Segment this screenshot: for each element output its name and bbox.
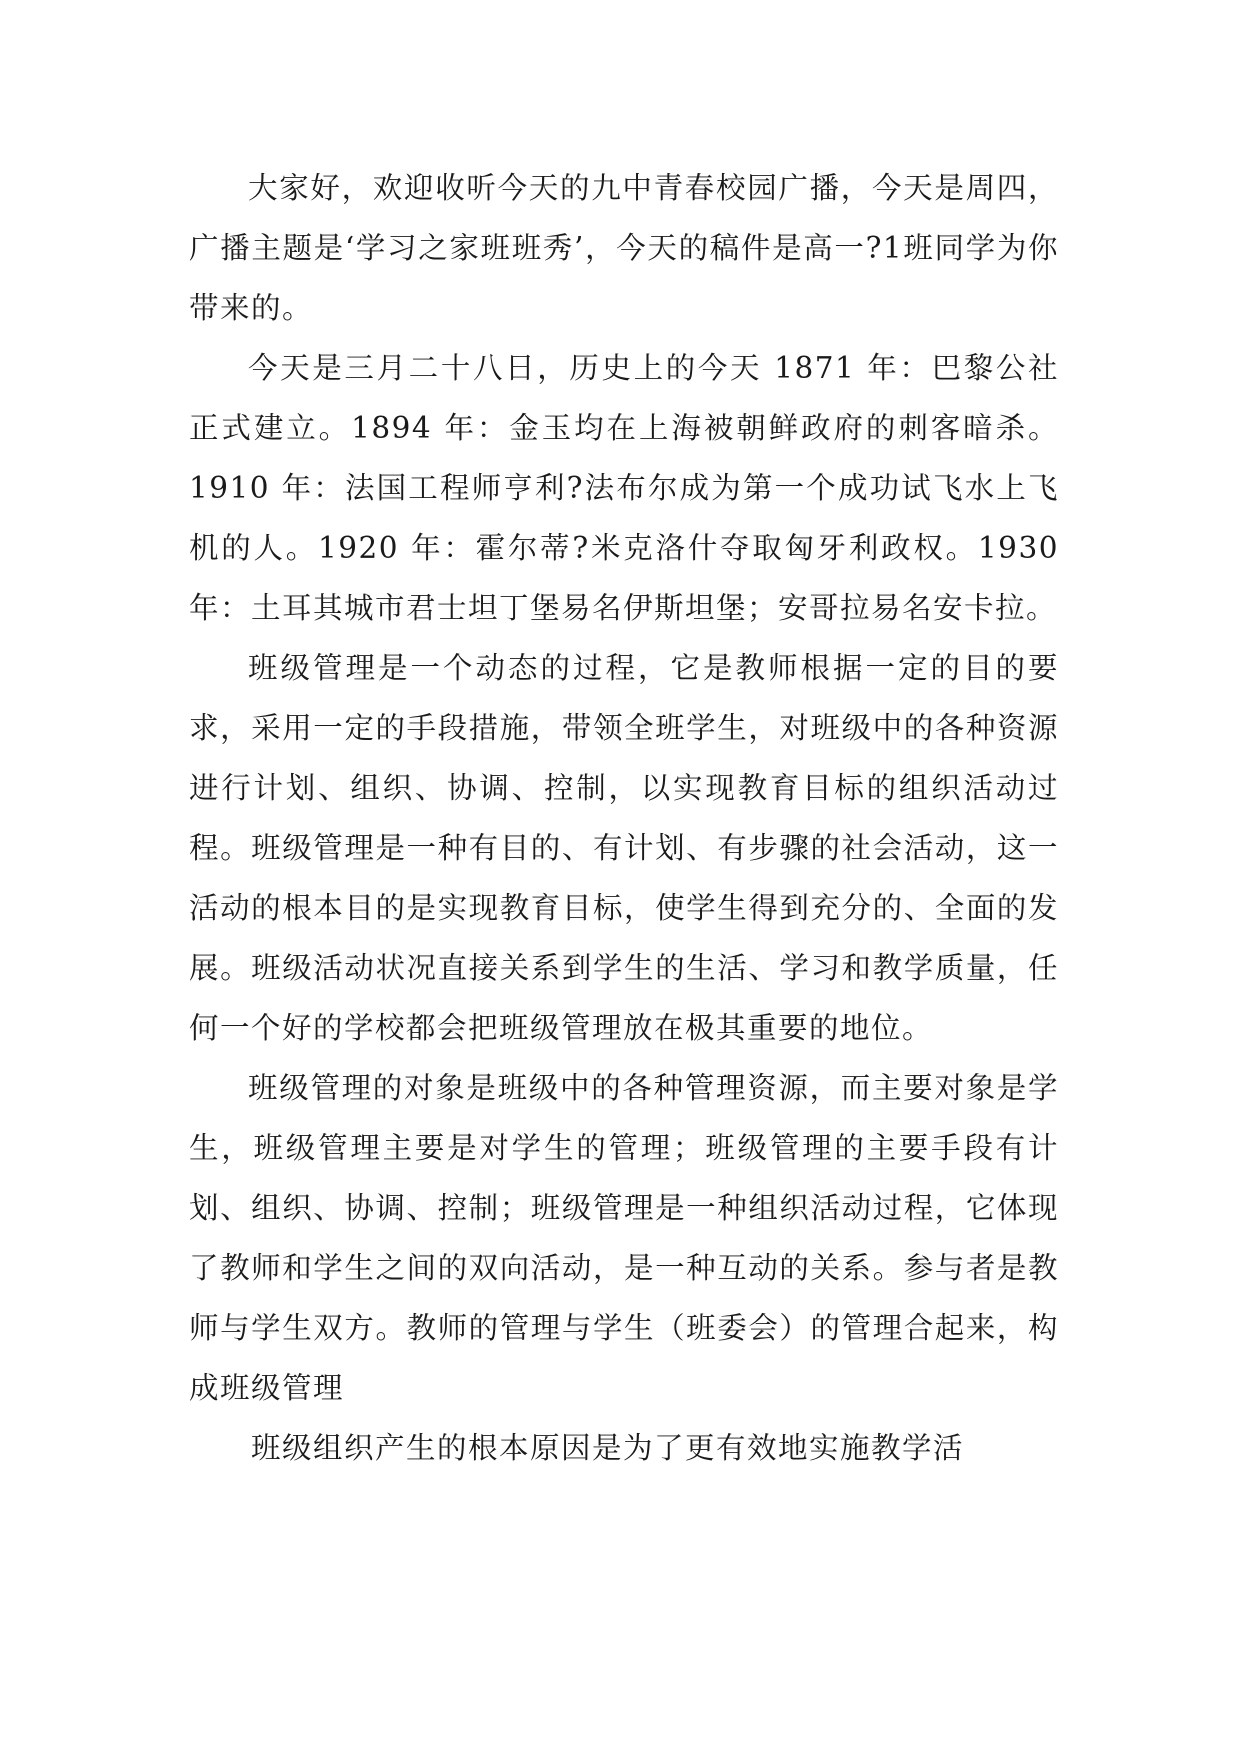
paragraph-class-management: 班级管理是一个动态的过程，它是教师根据一定的目的要求，采用一定的手段措施，带领全班学生，对班级中的各种资源进行计划、组织、协调、控制，以实现教育目标的组织活动过程。班级管理是一种有目的、有计划、有步骤的社会活动，这一活动的根本目的是实现教育目标，使学生得到充分的、全面的发展。班级活动状况直接关系到学生的生活、学习和教学质量，任何一个好的学校都会把班级管理放在极其重要的地位。 <box>189 651 1059 1045</box>
document-body <box>189 158 1059 1478</box>
paragraph-broadcast-intro: 大家好，欢迎收听今天的九中青春校园广播，今天是周四，广播主题是‘学习之家班班秀’，今天的稿件是高一?1班同学为你带来的。 <box>189 171 1059 325</box>
paragraph-management-object: 班级管理的对象是班级中的各种管理资源，而主要对象是学生，班级管理主要是对学生的管理；班级管理的主要手段有计划、组织、协调、控制；班级管理是一种组织活动过程，它体现了教师和学生之间的双向活动，是一种互动的关系。参与者是教师与学生双方。教师的管理与学生（班委会）的管理合起来，构成班级管理 <box>189 1071 1059 1405</box>
paragraph-history-today: 今天是三月二十八日，历史上的今天 1871 年：巴黎公社正式建立。1894 年：金玉均在上海被朝鲜政府的刺客暗杀。1910 年：法国工程师亨利?法布尔成为第一个成功试飞水上飞机的人。1920 年：霍尔蒂?米克洛什夺取匈牙利政权。1930 年：土耳其城市君士坦丁堡易名伊斯坦堡；安哥拉易名安卡拉。 <box>189 351 1059 625</box>
paragraph-class-organization: 班级组织产生的根本原因是为了更有效地实施教学活 <box>250 1431 964 1465</box>
